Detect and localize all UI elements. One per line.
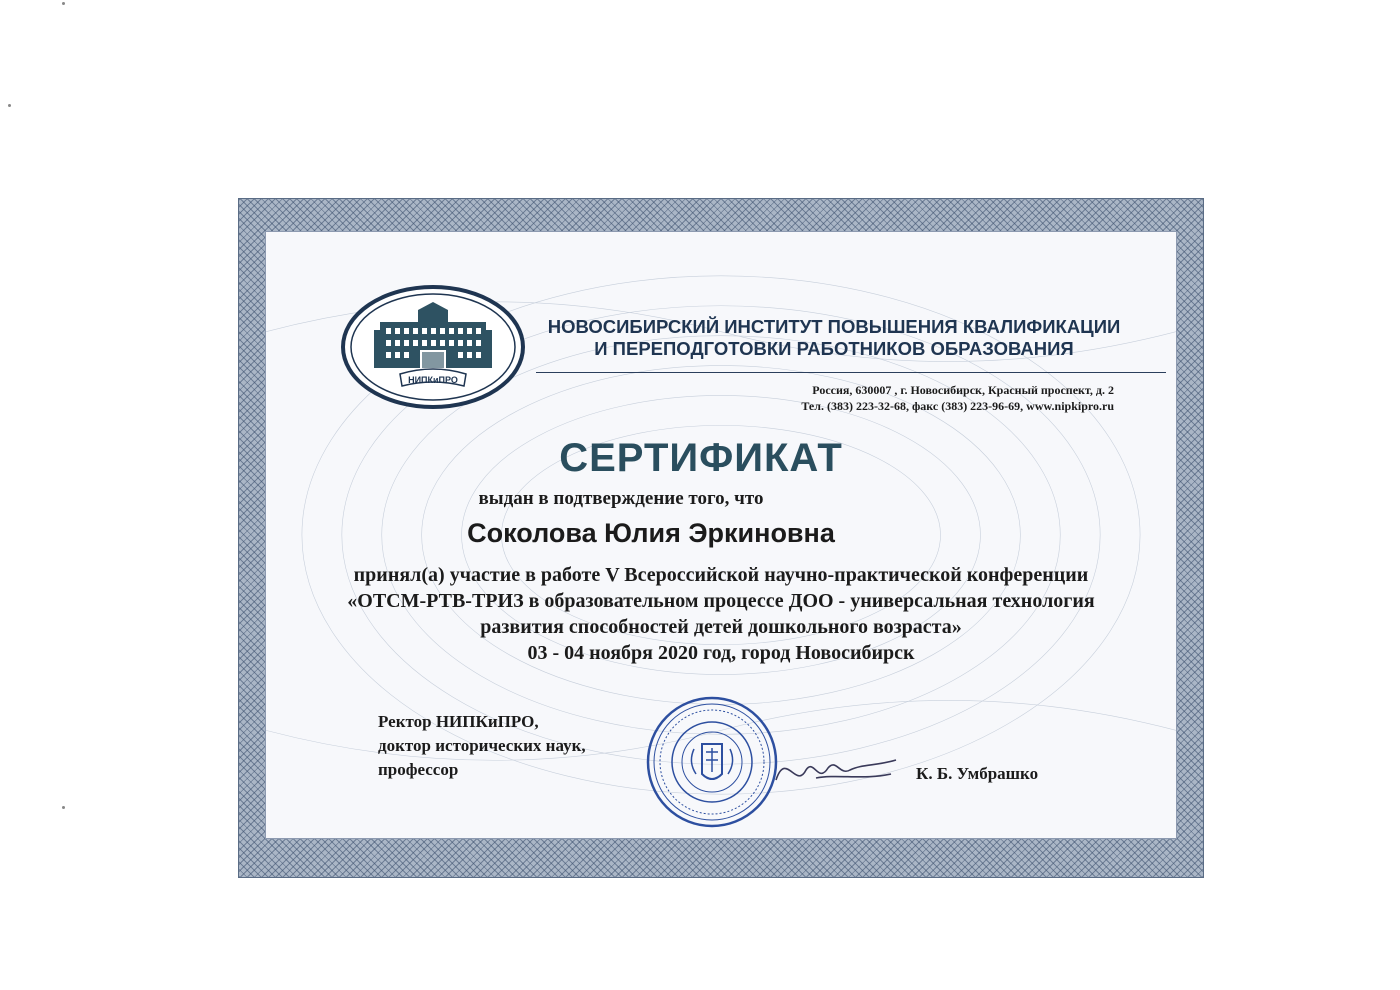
institution-name — [514, 316, 1154, 360]
body-line-3: развития способностей детей дошкольного возраста» — [480, 616, 962, 638]
official-seal — [644, 694, 780, 830]
body-line-4: 03 - 04 ноября 2020 год, город Новосибирск — [527, 642, 915, 664]
body-line-1: принял(а) участие в работе V Всероссийской научно-практической конференции — [353, 564, 1089, 586]
signature-icon — [766, 740, 906, 800]
issued-text: выдан в подтверждение того, что — [478, 488, 764, 509]
certificate-title: СЕРТИФИКАТ — [559, 436, 843, 480]
header-divider — [536, 372, 1166, 373]
scan-speck — [62, 806, 65, 809]
signatory-role-line2: доктор исторических наук, — [378, 736, 586, 755]
institute-logo — [338, 282, 528, 412]
institution-address-block — [594, 382, 1114, 414]
scan-speck — [8, 104, 11, 107]
signatory-role-line3: профессор — [378, 760, 459, 779]
institution-address: Россия, 630007 , г. Новосибирск, Красный проспект, д. 2 — [812, 383, 1114, 397]
certificate-body — [266, 562, 1176, 666]
certificate-frame — [238, 198, 1204, 878]
institution-name-line1: НОВОСИБИРСКИЙ ИНСТИТУТ ПОВЫШЕНИЯ КВАЛИФИКАЦИИ — [547, 316, 1121, 337]
signatory-role-line1: Ректор НИПКиПРО, — [378, 712, 539, 731]
body-line-2: «ОТСМ-РТВ-ТРИЗ в образовательном процессе ДОО - универсальная технология — [347, 590, 1095, 612]
institution-contacts: Тел. (383) 223-32-68, факс (383) 223-96-69, www.nipkipro.ru — [801, 399, 1114, 413]
logo-text: НИПКиПРО — [408, 375, 458, 385]
certificate-title-wrap — [266, 436, 1176, 481]
institution-name-line2: И ПЕРЕПОДГОТОВКИ РАБОТНИКОВ ОБРАЗОВАНИЯ — [594, 338, 1074, 359]
signatory-name: К. Б. Умбрашко — [916, 764, 1039, 783]
scan-speck — [62, 2, 65, 5]
signatory-role — [378, 710, 586, 782]
recipient-name: Соколова Юлия Эркиновна — [467, 518, 835, 548]
certificate-inner-panel — [265, 231, 1177, 839]
